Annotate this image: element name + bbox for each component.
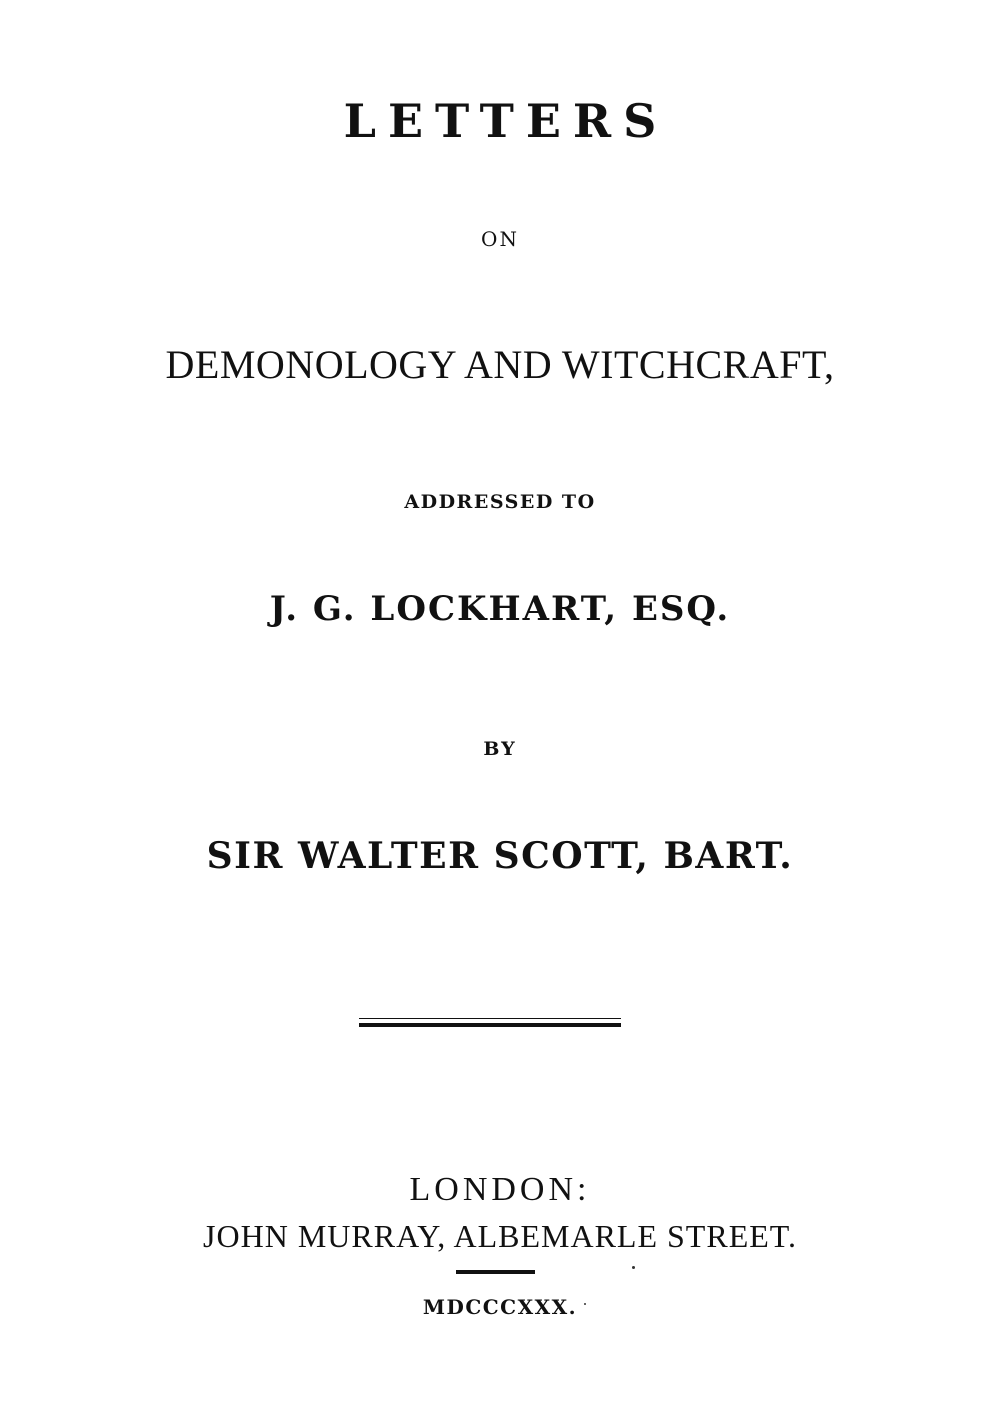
imprint-publisher: JOHN MURRAY, ALBEMARLE STREET. — [203, 1218, 797, 1254]
recipient-name: J. G. LOCKHART, ESQ. — [269, 589, 731, 629]
double-rule-divider — [359, 1018, 621, 1028]
title-connector: ON — [481, 227, 519, 251]
book-subject: DEMONOLOGY AND WITCHCRAFT, — [165, 342, 835, 387]
book-title: LETTERS — [343, 94, 669, 148]
imprint-year: MDCCCXXX. — [422, 1295, 578, 1319]
ink-speck — [632, 1266, 635, 1269]
byline-label: BY — [483, 738, 517, 760]
short-rule-divider — [456, 1270, 535, 1274]
author-name: SIR WALTER SCOTT, BART. — [206, 835, 794, 877]
double-rule-thin-line — [359, 1018, 621, 1019]
double-rule-thick-line — [359, 1023, 621, 1027]
imprint-city: LONDON: — [409, 1171, 591, 1208]
dedication-label: ADDRESSED TO — [404, 491, 596, 513]
